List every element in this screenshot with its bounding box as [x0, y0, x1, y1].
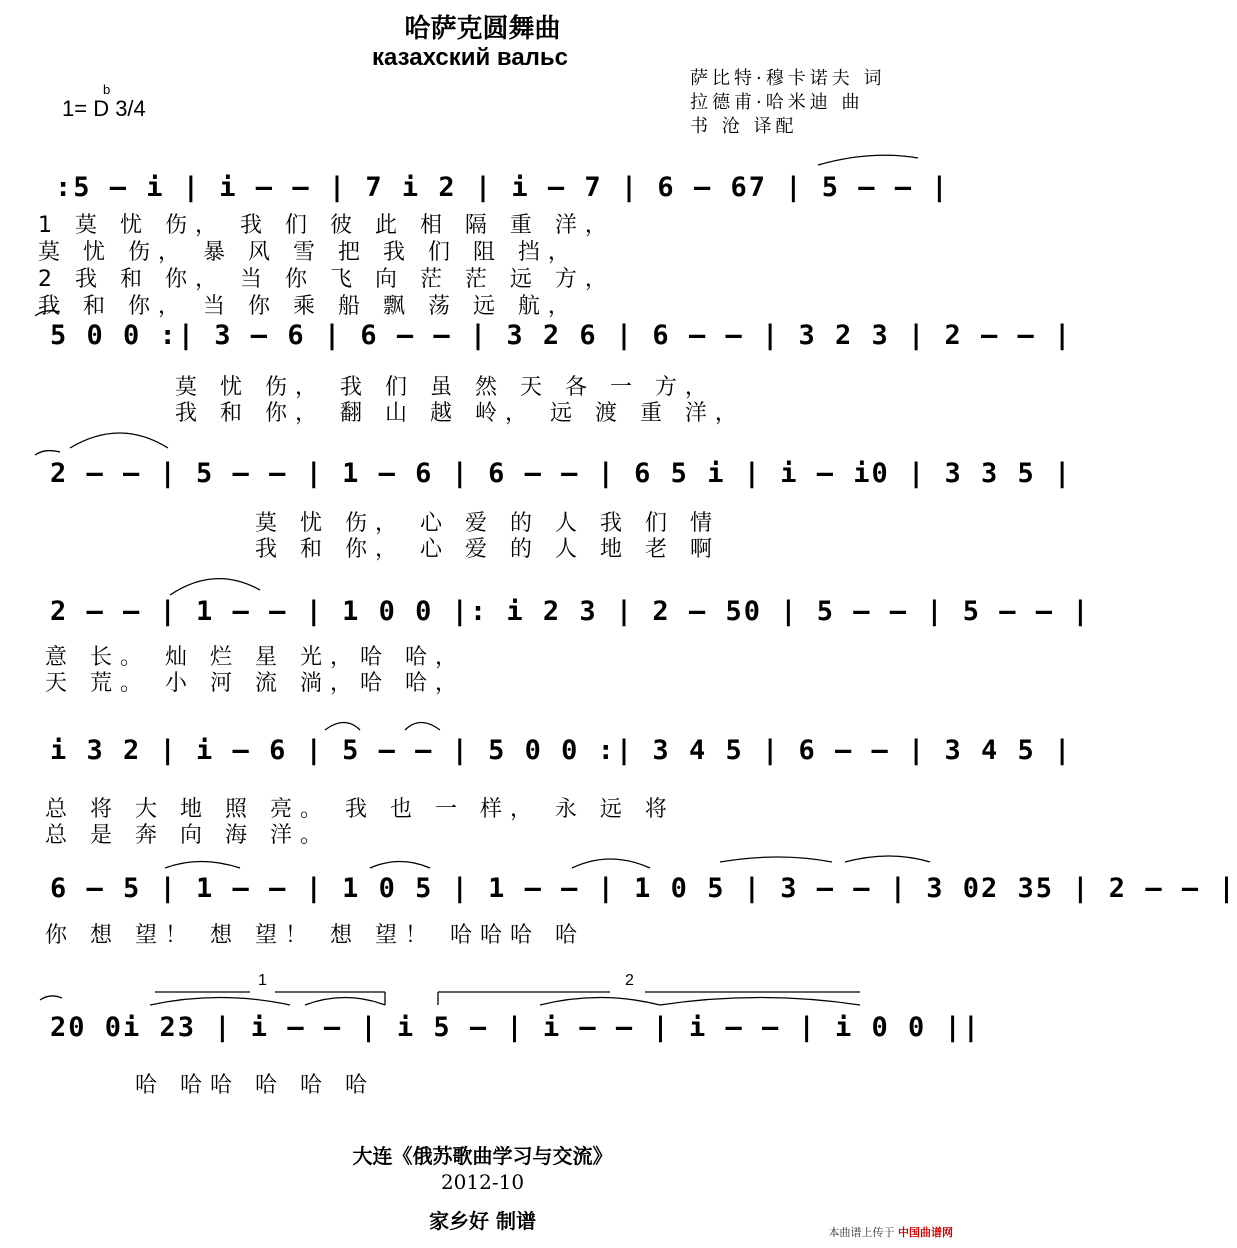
key-signature: 1= D 3/4 — [62, 96, 146, 121]
slur-row6-a — [165, 862, 240, 869]
slur-row6-c — [572, 859, 650, 868]
site-logo-text: 中国曲谱网 — [898, 1226, 953, 1239]
footer-date: 2012-10 — [440, 1170, 525, 1194]
lyrics-row-3-v2: 我 和 你， 心 爱 的 人 地 老 啊 — [255, 537, 720, 562]
notes-row-4: 2 – – | 1 – – | 1 0 0 |: i 2 3 | 2 – 50 | 5 – – | 5 – – | — [50, 596, 1091, 627]
notes-row-7: 20 0i 23 | i – – | i 5 – | i – – | i – – | i 0 0 || — [50, 1012, 982, 1043]
lyrics-row-1-v4: 我 和 你， 当 你 乘 船 飘 荡 远 航， — [38, 294, 578, 319]
upload-prefix: 本曲谱上传于 — [828, 1226, 895, 1239]
notes-row-1: :5 – i | i – – | 7 i 2 | i – 7 | 6 – 67 | 5 – – | — [55, 172, 950, 203]
slur-row7-a — [150, 998, 290, 1006]
lyrics-row-7-v1: 哈 哈哈 哈 哈 哈 — [135, 1073, 375, 1098]
lyrics-row-2-v1: 莫 忧 伤， 我 们 虽 然 天 各 一 方， — [175, 375, 715, 400]
slur-row6-e — [845, 856, 930, 862]
volta-1-label: 1 — [258, 972, 267, 989]
slur-row5-b — [405, 723, 440, 731]
credit-lyricist: 萨比特·穆卡诺夫 词 — [690, 68, 886, 89]
notes-row-6: 6 – 5 | 1 – – | 1 0 5 | 1 – – | 1 0 5 | 3 – – | 3 02 35 | 2 – – | — [50, 873, 1237, 904]
lyrics-row-5-v2: 总 是 奔 向 海 洋。 — [45, 823, 330, 848]
upload-note — [829, 1224, 954, 1240]
slur-row3 — [70, 433, 168, 448]
footer-source: 大连《俄苏歌曲学习与交流》 — [352, 1144, 613, 1168]
title-ru: казахский вальс — [371, 44, 569, 71]
volta-2-label: 2 — [625, 972, 634, 989]
notes-row-2: 5 0 0 :| 3 – 6 | 6 – – | 3 2 6 | 6 – – | 3 2 3 | 2 – – | — [50, 320, 1073, 351]
flat-sign: b — [103, 82, 111, 97]
credit-composer: 拉德甫·哈米迪 曲 — [690, 92, 864, 113]
slur-row7-d — [660, 998, 860, 1006]
slur-row7-c — [540, 998, 660, 1006]
lyrics-row-1-v2: 莫 忧 伤， 暴 风 雪 把 我 们 阻 挡， — [38, 240, 578, 265]
lyrics-row-3-v1: 莫 忧 伤， 心 爱 的 人 我 们 情 — [255, 511, 720, 536]
slur-row6-b — [370, 862, 430, 869]
notes-row-3: 2 – – | 5 – – | 1 – 6 | 6 – – | 6 5 i | i – i0 | 3 3 5 | — [50, 458, 1073, 489]
slur-row7-b — [305, 998, 385, 1006]
notes-row-5: i 3 2 | i – 6 | 5 – – | 5 0 0 :| 3 4 5 | 6 – – | 3 4 5 | — [50, 735, 1073, 766]
lyrics-row-1-v3: 2 我 和 你， 当 你 飞 向 茫 茫 远 方， — [38, 267, 615, 292]
lyrics-row-5-v1: 总 将 大 地 照 亮。 我 也 一 样， 永 远 将 — [45, 797, 675, 822]
slur-row5-a — [325, 723, 360, 731]
slur-row6-d — [720, 857, 832, 862]
lyrics-row-1-v1: 1 莫 忧 伤， 我 们 彼 此 相 隔 重 洋， — [38, 213, 615, 238]
slur-row4 — [170, 579, 260, 595]
lyrics-row-4-v1: 意 长。 灿 烂 星 光，哈 哈， — [45, 645, 465, 670]
lyrics-row-6-v1: 你 想 望！ 想 望！ 想 望！ 哈哈哈 哈 — [45, 923, 585, 948]
footer-maker: 家乡好 制谱 — [429, 1209, 536, 1233]
slur-row1 — [818, 155, 918, 165]
slur-row3-start — [35, 451, 60, 455]
lyrics-row-2-v2: 我 和 你， 翻 山 越 岭， 远 渡 重 洋， — [175, 401, 745, 426]
lyrics-row-4-v2: 天 荒。 小 河 流 淌，哈 哈， — [45, 671, 465, 696]
slur-row7-start — [40, 996, 62, 1000]
credit-translator: 书 沧 译配 — [690, 116, 798, 137]
title-cn: 哈萨克圆舞曲 — [404, 14, 561, 44]
